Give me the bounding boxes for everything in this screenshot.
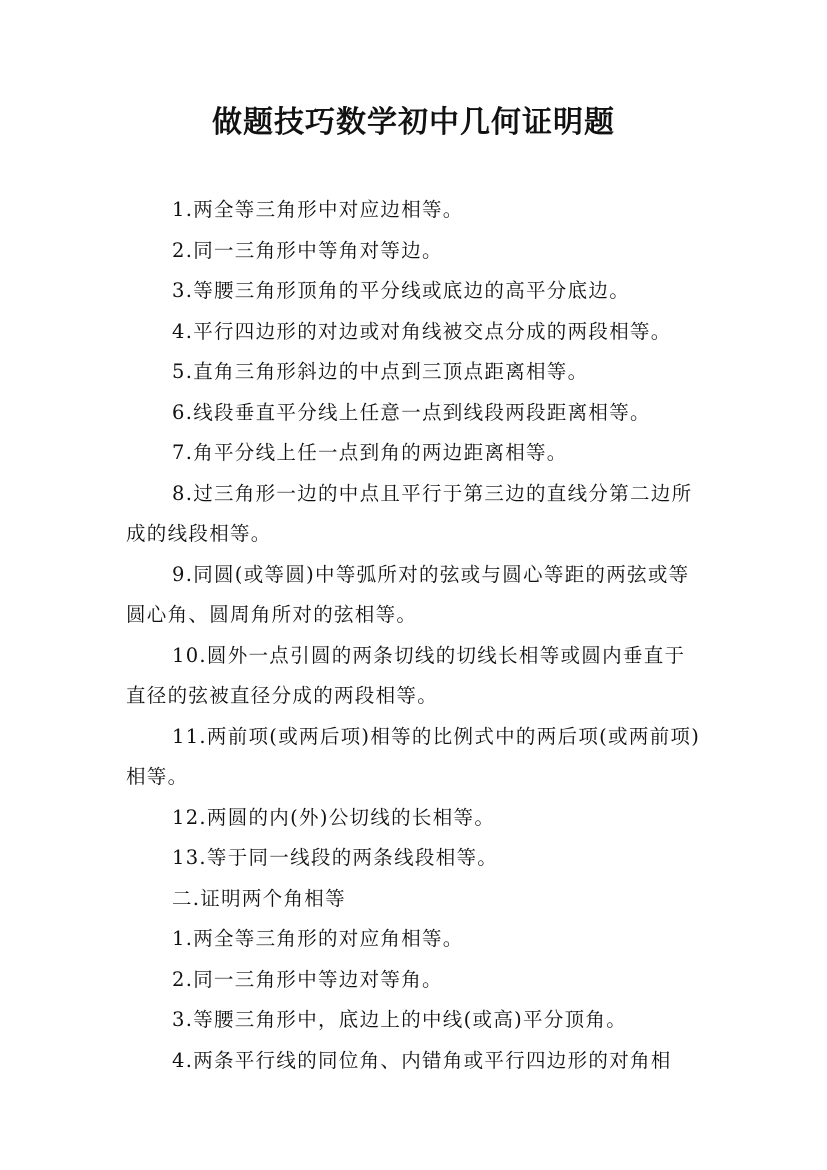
paragraph: 8.过三角形一边的中点且平行于第三边的直线分第二边所成的线段相等。 [126, 481, 693, 545]
document-title: 做题技巧数学初中几何证明题 [212, 105, 615, 140]
paragraph: 9.同圆(或等圆)中等弧所对的弦或与圆心等距的两弦或等圆心角、圆周角所对的弦相等。 [126, 562, 690, 626]
paragraph: 12.两圆的内(外)公切线的长相等。 [172, 805, 496, 829]
paragraph: 13.等于同一线段的两条线段相等。 [172, 846, 499, 869]
document-body [126, 190, 706, 1081]
paragraph: 3.等腰三角形中，底边上的中线(或高)平分顶角。 [172, 1008, 628, 1031]
paragraph: 1.两全等三角形中对应边相等。 [172, 198, 464, 221]
paragraph: 1.两全等三角形的对应角相等。 [172, 927, 464, 950]
paragraph: 6.线段垂直平分线上任意一点到线段两段距离相等。 [172, 400, 651, 424]
paragraph: 2.同一三角形中等角对等边。 [172, 238, 443, 262]
paragraph: 3.等腰三角形顶角的平分线或底边的高平分底边。 [172, 279, 631, 302]
paragraph: 2.同一三角形中等边对等角。 [172, 967, 443, 991]
paragraph: 4.两条平行线的同位角、内错角或平行四边形的对角相 [172, 1048, 672, 1072]
paragraph: 5.直角三角形斜边的中点到三顶点距离相等。 [172, 360, 589, 383]
paragraph: 7.角平分线上任一点到角的两边距离相等。 [172, 441, 568, 464]
section-heading: 二.证明两个角相等 [172, 886, 346, 910]
paragraph: 11.两前项(或两后项)相等的比例式中的两后项(或两前项)相等。 [126, 724, 701, 788]
paragraph: 10.圆外一点引圆的两条切线的切线长相等或圆内垂直于直径的弦被直径分成的两段相等。 [126, 643, 686, 707]
paragraph: 4.平行四边形的对边或对角线被交点分成的两段相等。 [172, 319, 672, 343]
